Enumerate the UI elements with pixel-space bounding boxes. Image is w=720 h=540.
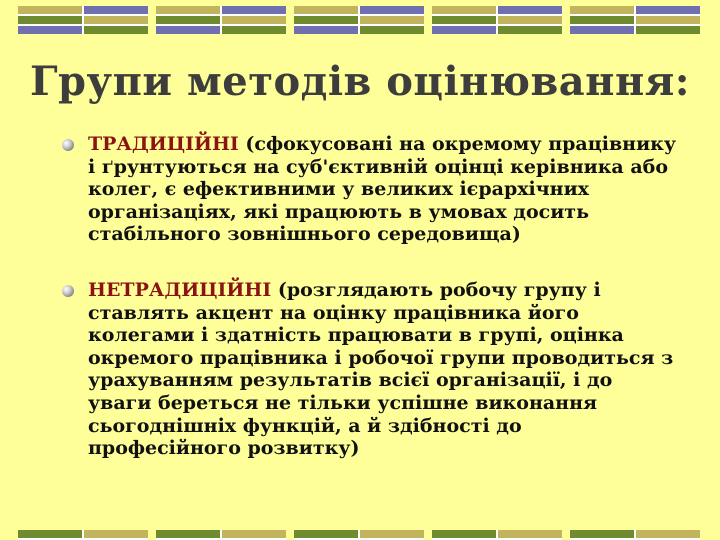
bullet-sphere-icon — [62, 285, 74, 297]
decor-block — [432, 530, 562, 540]
bullet-nontraditional — [58, 279, 678, 460]
decor-block — [156, 6, 286, 34]
decor-block — [294, 6, 424, 34]
bullet-traditional — [58, 133, 678, 246]
decor-block — [18, 530, 148, 540]
decor-block — [156, 530, 286, 540]
decor-block — [570, 530, 700, 540]
bullet-text: (сфокусовані на окремому працівнику і ґрунтуються на суб'єктивній оцінці керівника або колег, є ефективними у великих ієрархічних організаціях, які працюють в умовах досить стабільного зовнішнього середовища) — [88, 133, 677, 246]
bullet-text: (розглядають робочу групу і ставлять акцент на оцінку працівника його колегами і здатність працювати в групі, оцінка окремого працівника і робочої групи проводиться з урахуванням результатів всієї організації, і до уваги береться не тільки успішне виконання сьогоднішніх функцій, а й здібності до професійного розвитку) — [88, 278, 674, 460]
slide-title: Групи методів оцінювання: — [29, 58, 691, 105]
decor-block — [294, 530, 424, 540]
bottom-decorative-band — [0, 530, 720, 540]
bullet-sphere-icon — [62, 139, 74, 151]
decor-block — [570, 6, 700, 34]
decor-block — [18, 6, 148, 34]
bullet-keyword: ТРАДИЦІЙНІ — [88, 133, 239, 155]
top-decorative-band — [0, 0, 720, 34]
bullet-list — [58, 133, 678, 460]
decor-block — [432, 6, 562, 34]
bullet-keyword: НЕТРАДИЦІЙНІ — [88, 278, 272, 301]
